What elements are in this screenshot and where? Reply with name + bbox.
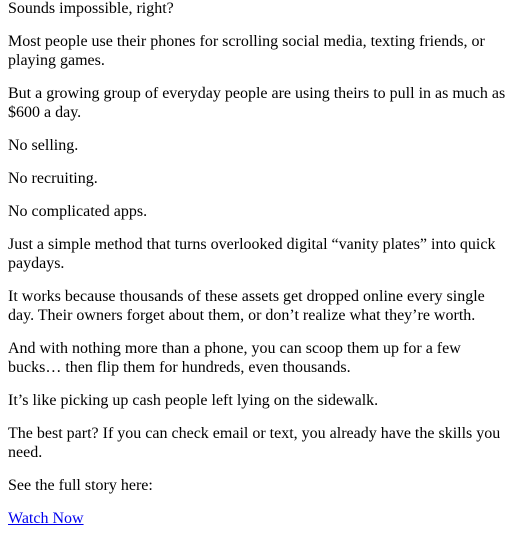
paragraph-no-recruiting: No recruiting. (8, 170, 98, 187)
paragraph-no-selling: No selling. (8, 137, 79, 154)
paragraph-phones: Most people use their phones for scrolling social media, texting friends, or playing games. (8, 33, 485, 69)
paragraph-full-story: See the full story here: (8, 477, 153, 494)
paragraph-growing-group: But a growing group of everyday people are using theirs to pull in as much as $600 a day. (8, 85, 506, 121)
paragraph-no-apps: No complicated apps. (8, 203, 148, 220)
paragraph-cash: It’s like picking up cash people left lying on the sidewalk. (8, 392, 379, 409)
paragraph-intro: Sounds impossible, right? (8, 0, 174, 17)
watch-now-link[interactable]: Watch Now (8, 510, 84, 527)
paragraph-method: Just a simple method that turns overlooked digital “vanity plates” into quick paydays. (8, 236, 496, 272)
cta-paragraph (8, 509, 507, 528)
paragraph-phone-flip: And with nothing more than a phone, you can scoop them up for a few bucks… then flip them for hundreds, even thousands. (8, 340, 461, 376)
paragraph-best-part: The best part? If you can check email or text, you already have the skills you need. (8, 425, 501, 461)
paragraph-assets: It works because thousands of these assets get dropped online every single day. Their owners forget about them, or don’t realize what they’re worth. (8, 288, 485, 324)
